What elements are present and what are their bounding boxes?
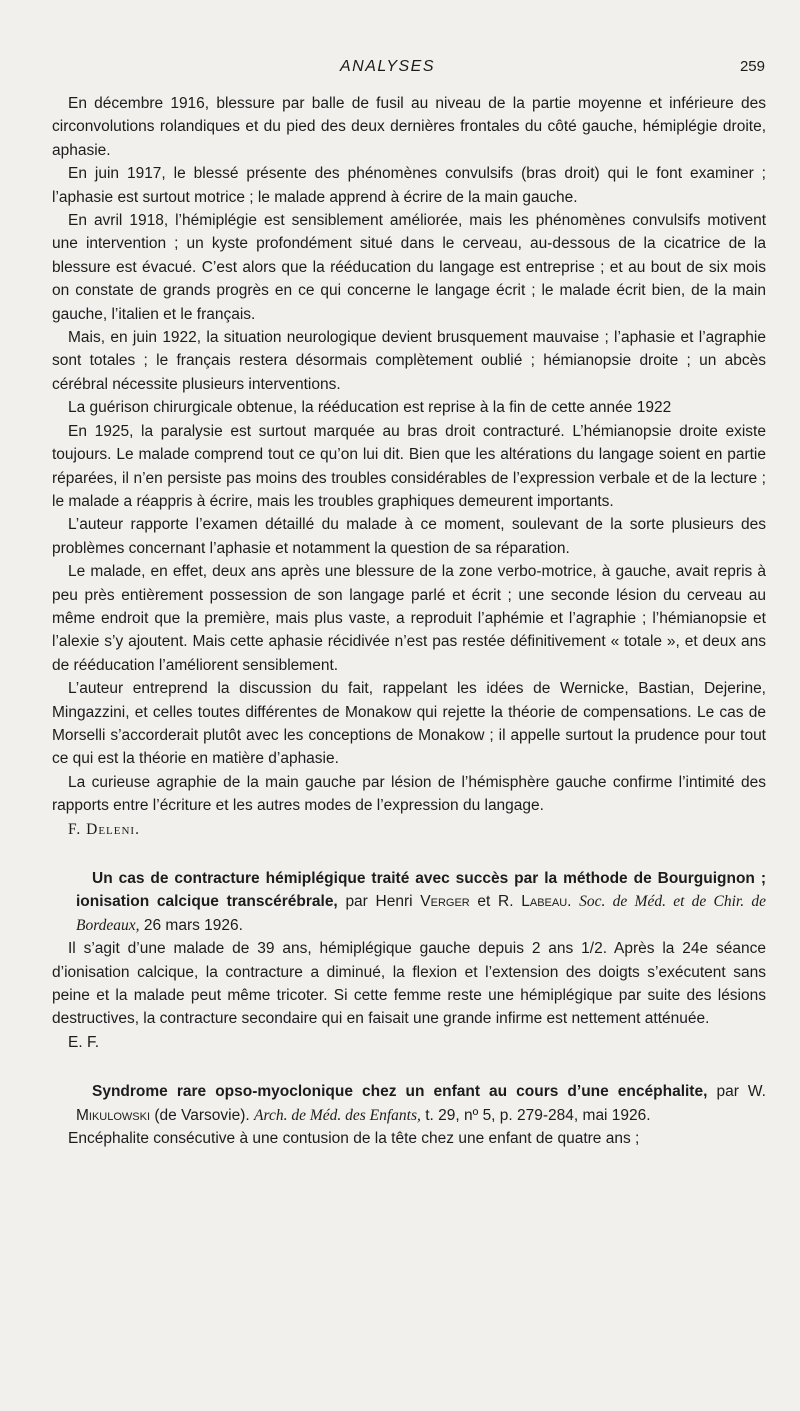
page-header [0, 58, 800, 82]
by-text: par Henri [345, 893, 413, 911]
running-head: ANALYSES [340, 58, 436, 75]
journal-name: Arch. de Méd. des Enfants, [254, 1106, 421, 1124]
reviewer-initials: E. F. [68, 1033, 100, 1051]
paragraph: En décembre 1916, blessure par balle de fusil au niveau de la partie moyenne et inférieure des circonvolutions rolandiques et du pied des deux dernières frontales du côté gauche, hémiplégie droite, aphasie. [52, 95, 766, 159]
article-title-text: Un cas de contracture hémiplégique traité avec succès par la méthode de Bourguignon ; ionisation calcique transcérébrale, [76, 870, 766, 911]
paragraph: Mais, en juin 1922, la situation neurologique devient brusquement mauvaise ; l’aphasie et l’agraphie sont totales ; le français restera désormais complètement oublié ; hémianopsie droite ; un abcès cérébral nécessite plusieurs interventions. [52, 329, 766, 393]
reviewer-signature: F. Deleni. [68, 820, 140, 838]
article-title [52, 1080, 766, 1127]
paragraph: En 1925, la paralysie est surtout marquée au bras droit contracturé. L’hémianopsie droite existe toujours. Le malade comprend tout ce qu’on lui dit. Bien que les altérations du langage soient en partie réparées, il n’en persiste pas moins des troubles considérables de l’expression verbale et de la lecture ; le malade a réappris à écrire, mais les troubles graphiques demeurent importants. [52, 422, 766, 510]
article-title-text: Syndrome rare opso-myoclonique chez un enfant au cours d’une encéphalite, [92, 1083, 708, 1101]
page-body [52, 92, 766, 1150]
paragraph: La curieuse agraphie de la main gauche par lésion de l’hémisphère gauche confirme l’intimité des rapports entre l’écriture et les autres modes de l’expression du langage. [52, 773, 766, 815]
by-text: par W. [716, 1083, 766, 1101]
page-number: 259 [739, 58, 765, 75]
journal-reference: t. 29, nº 5, p. 279-284, mai 1926. [425, 1106, 651, 1124]
paragraph: En avril 1918, l’hémiplégie est sensiblement améliorée, mais les phénomènes convulsifs motivent une intervention ; un kyste profondément situé dans le cerveau, au-dessous de la cicatrice de la blessure est évacué. C’est alors que la rééducation du langage est entreprise ; et au bout de six mois on constate de grands progrès en ce qui concerne le langage écrit ; le malade écrit bien, de la main gauche, l’italien et le français. [52, 212, 766, 323]
paragraph: L’auteur rapporte l’examen détaillé du malade à ce moment, soulevant de la sorte plusieurs des problèmes concernant l’aphasie et notamment la question de sa réparation. [52, 516, 766, 557]
publication-date: 26 mars 1926. [143, 916, 243, 934]
article-title [52, 867, 766, 937]
article-summary: Il s’agit d’une malade de 39 ans, hémiplégique gauche depuis 2 ans 1/2. Après la 24e séance d’ionisation calcique, la contracture a diminué, la flexion et l’extension des doigts s’exécutent sans peine et la malade peut même tricoter. Si cette femme reste une hémiplégique par suite des lésions destructives, la contracture secondaire qui en faisait une grande infirme est nettement atténuée. [52, 940, 766, 1028]
journal-name: Soc. de Méd. et de Chir. de Bordeaux, [76, 893, 766, 934]
first-article-continuation [52, 92, 766, 841]
article-contracture [52, 867, 766, 1054]
paragraph: L’auteur entreprend la discussion du fait, rappelant les idées de Wernicke, Bastian, Dejerine, Mingazzini, et celles toutes différentes de Monakow qui rejette la théorie de compensations. Le cas de Morselli s’accorderait plutôt avec les conceptions de Monakow ; il appelle surtout la prudence pour tout ce qui est la théorie en matière d’aphasie. [52, 680, 766, 768]
author-name: Verger [420, 893, 470, 911]
author-name: Labeau. [521, 893, 572, 911]
article-summary: Encéphalite consécutive à une contusion de la tête chez une enfant de quatre ans ; [68, 1130, 640, 1148]
paragraph: En juin 1917, le blessé présente des phénomènes convulsifs (bras droit) qui le font examiner ; l’aphasie est surtout motrice ; le malade apprend à écrire de la main gauche. [52, 165, 766, 206]
paragraph: La guérison chirurgicale obtenue, la rééducation est reprise à la fin de cette année 1922 [68, 399, 672, 417]
and-text: et R. [477, 893, 514, 911]
author-name: Mikulowski [76, 1106, 151, 1124]
author-origin: (de Varsovie). [154, 1106, 250, 1124]
paragraph: Le malade, en effet, deux ans après une blessure de la zone verbo-motrice, à gauche, avait repris à peu près entièrement possession de son langage parlé et écrit ; une seconde lésion du cerveau au même endroit que la première, mais plus vaste, a reproduit l’aphémie et l’agraphie ; l’hémianopsie et l’alexie s’y ajoutent. Mais cette aphasie récidivée n’est pas restée définitivement « totale », et deux ans de rééducation l’améliorent sensiblement. [52, 563, 766, 674]
article-opso-myoclonique [52, 1080, 766, 1150]
